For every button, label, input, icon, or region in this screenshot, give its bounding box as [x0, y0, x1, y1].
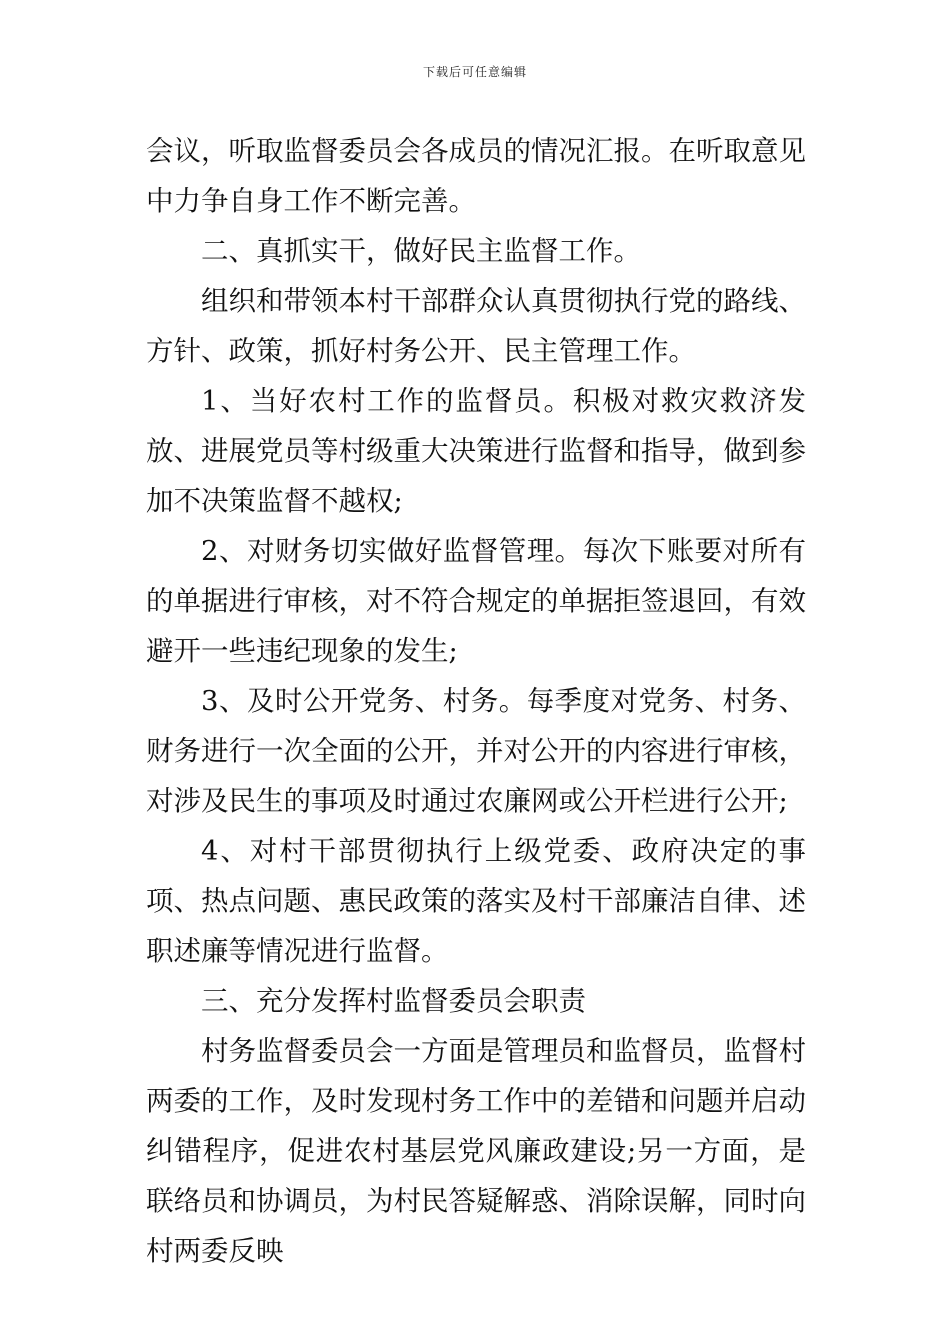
paragraph-3: 组织和带领本村干部群众认真贯彻执行党的路线、方针、政策，抓好村务公开、民主管理工作。 [146, 285, 806, 367]
page-header: 下载后可任意编辑 [422, 65, 527, 79]
paragraph-2: 二、真抓实干，做好民主监督工作。 [201, 235, 641, 267]
paragraph-7: 4、对村干部贯彻执行上级党委、政府决定的事项、热点问题、惠民政策的落实及村干部廉洁自律、述职述廉等情况进行监督。 [146, 835, 806, 967]
paragraph-9: 村务监督委员会一方面是管理员和监督员，监督村两委的工作，及时发现村务工作中的差错和问题并启动纠错程序，促进农村基层党风廉政建设;另一方面，是联络员和协调员，为村民答疑解惑、消除误解，同时向村两委反映 [146, 1035, 806, 1267]
paragraph-4: 1、当好农村工作的监督员。积极对救灾救济发放、进展党员等村级重大决策进行监督和指导，做到参加不决策监督不越权; [146, 385, 806, 517]
paragraph-1: 会议，听取监督委员会各成员的情况汇报。在听取意见中力争自身工作不断完善。 [146, 135, 806, 217]
paragraph-8: 三、充分发挥村监督委员会职责 [201, 985, 586, 1017]
document-body [146, 126, 806, 1276]
paragraph-5: 2、对财务切实做好监督管理。每次下账要对所有的单据进行审核，对不符合规定的单据拒签退回，有效避开一些违纪现象的发生; [146, 535, 806, 667]
paragraph-6: 3、及时公开党务、村务。每季度对党务、村务、财务进行一次全面的公开，并对公开的内容进行审核，对涉及民生的事项及时通过农廉网或公开栏进行公开; [146, 685, 806, 817]
